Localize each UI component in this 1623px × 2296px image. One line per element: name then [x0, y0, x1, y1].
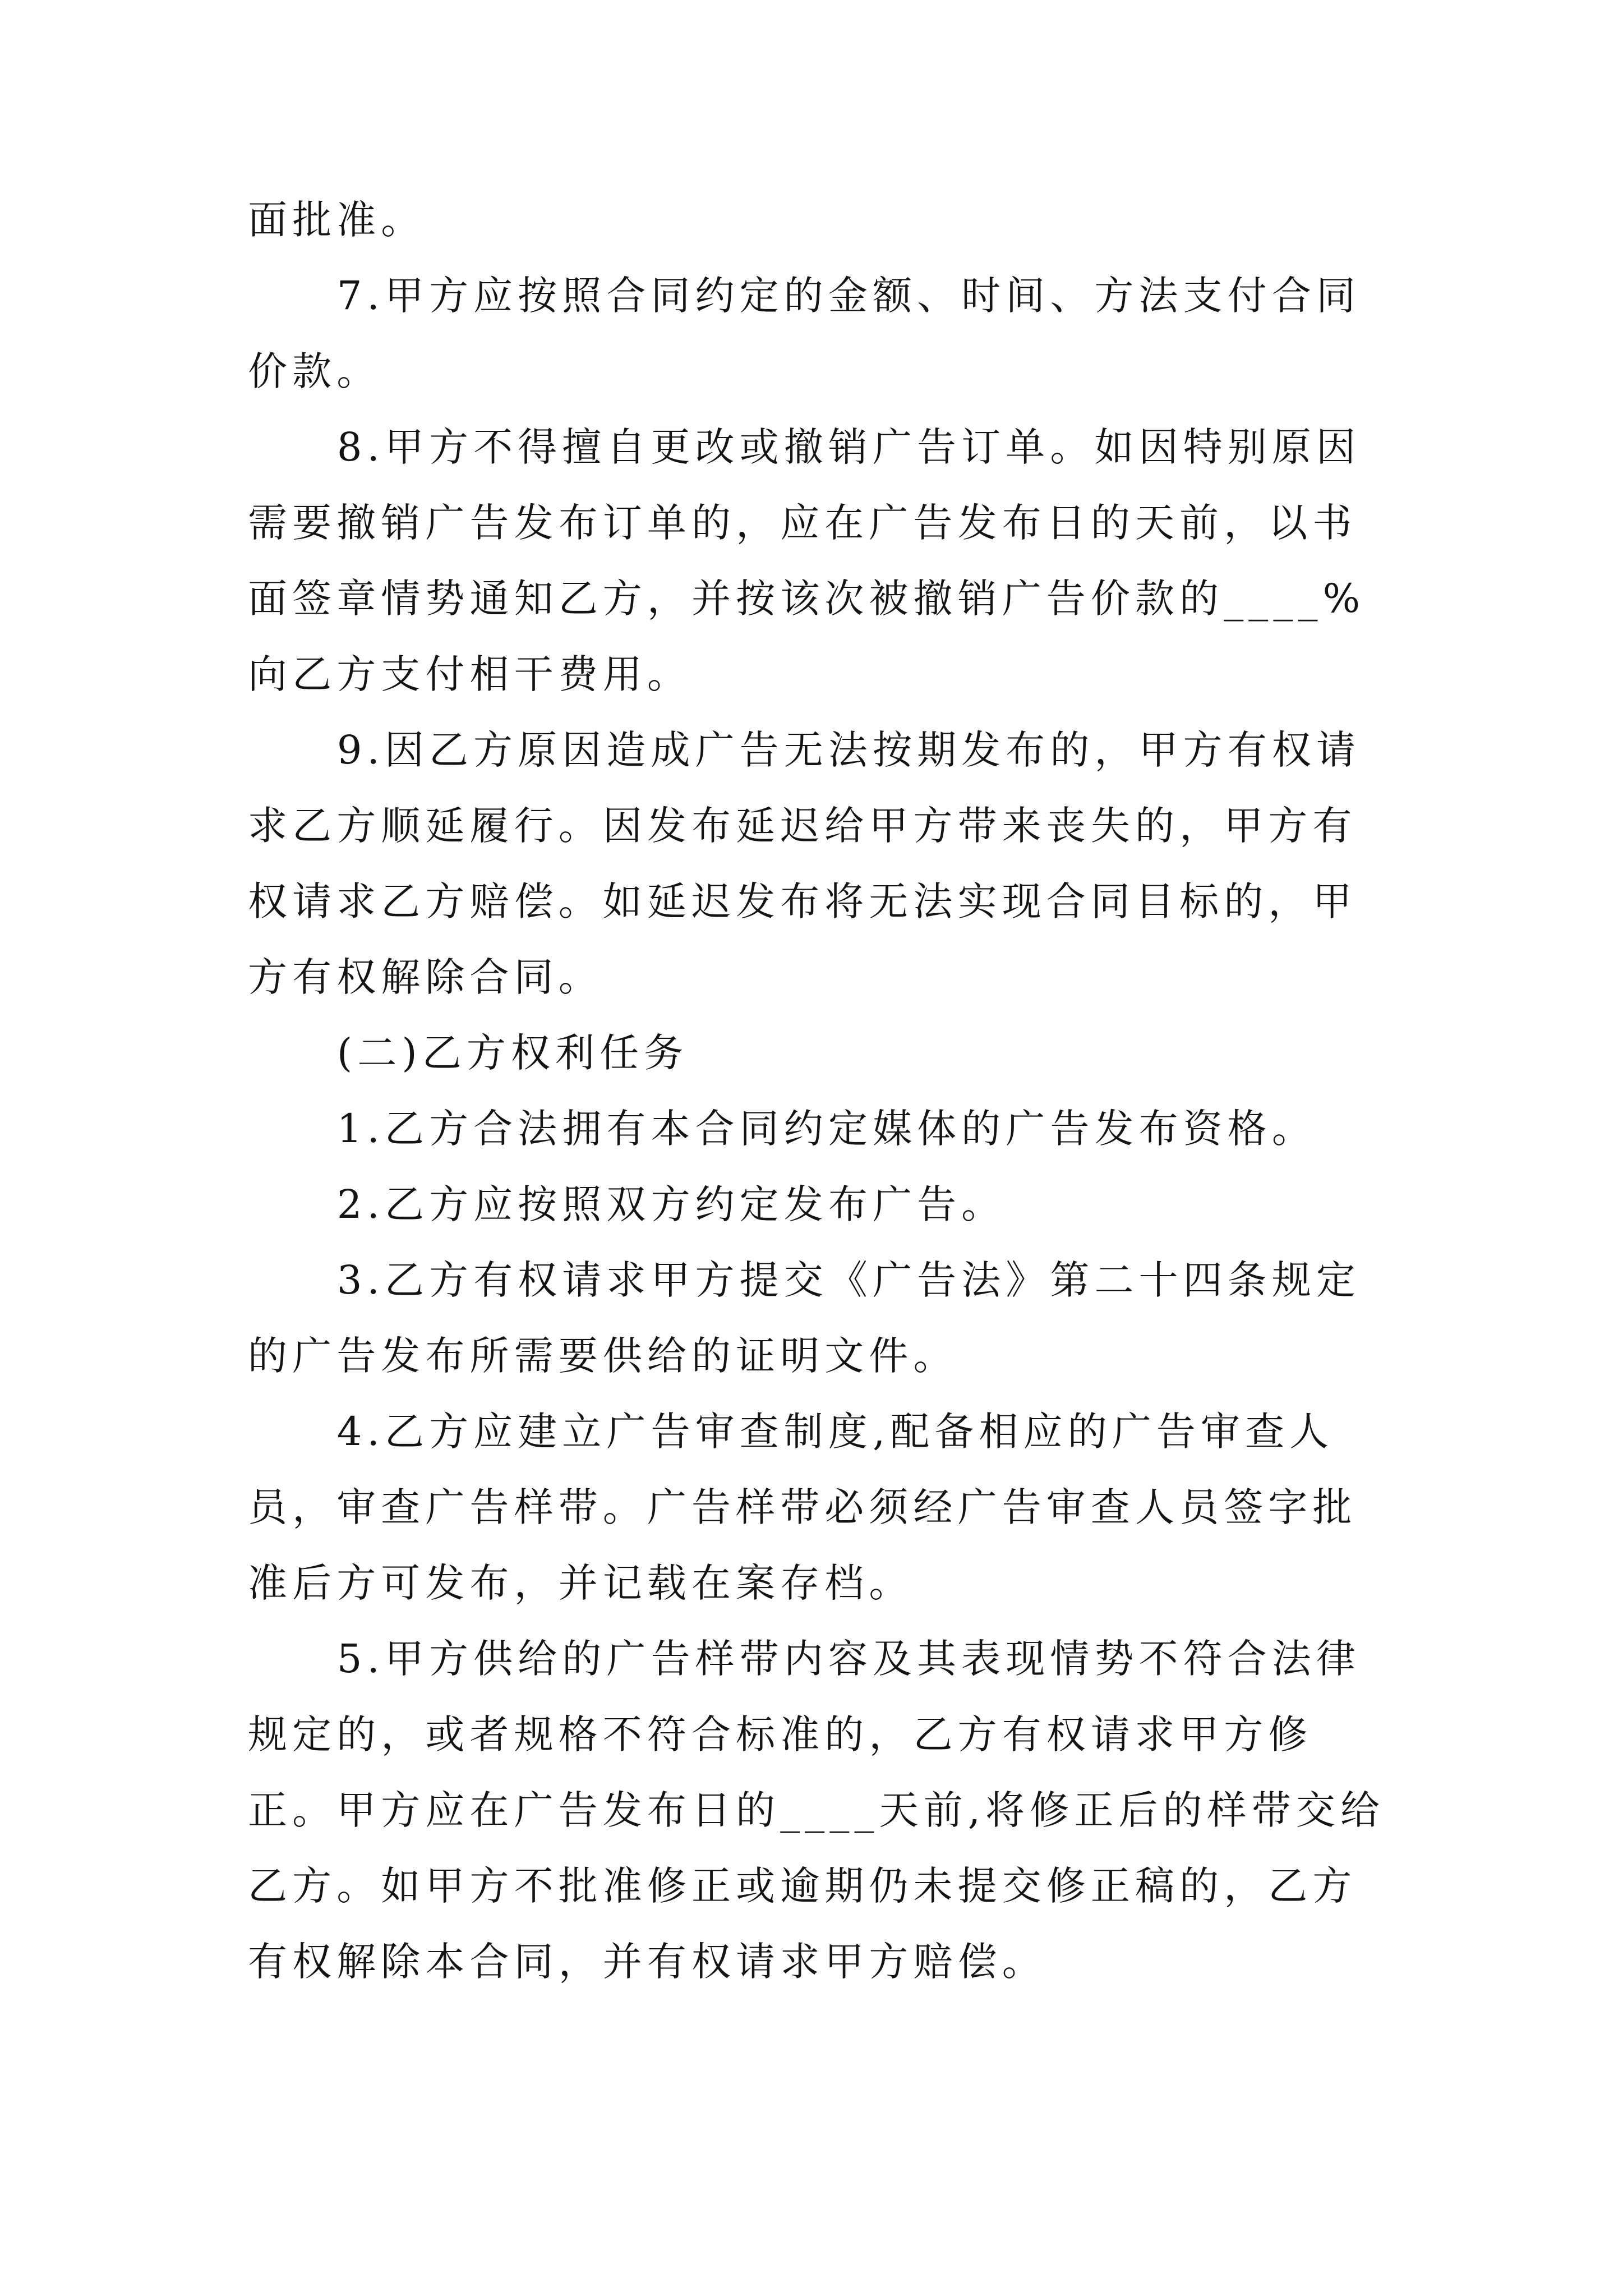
- paragraph-clause-8: 8.甲方不得擅自更改或撤销广告订单。如因特别原因需要撤销广告发布订单的，应在广告发布日的天前，以书面签章情势通知乙方，并按该次被撤销广告价款的____%向乙方支付相干费用。: [248, 424, 1366, 697]
- paragraph-b-clause-3: 3.乙方有权请求甲方提交《广告法》第二十四条规定的广告发布所需要供给的证明文件。: [248, 1257, 1361, 1379]
- section-heading-party-b: (二)乙方权利任务: [336, 1030, 689, 1076]
- paragraph-clause-7: 7.甲方应按照合同约定的金额、时间、方法支付合同价款。: [248, 273, 1361, 394]
- paragraph-b-clause-2: 2.乙方应按照双方约定发布广告。: [336, 1181, 1006, 1227]
- paragraph-b-clause-5: 5.甲方供给的广告样带内容及其表现情势不符合法律规定的，或者规格不符合标准的，乙方有权请求甲方修正。甲方应在广告发布日的____天前,将修正后的样带交给乙方。如甲方不批准修正或逾期仍未提交修正稿的，乙方有权解除本合同，并有权请求甲方赔偿。: [248, 1636, 1385, 1985]
- paragraph-b-clause-4: 4.乙方应建立广告审查制度,配备相应的广告审查人员，审查广告样带。广告样带必须经广告审查人员签字批准后方可发布，并记载在案存档。: [248, 1409, 1357, 1606]
- paragraph-b-clause-1: 1.乙方合法拥有本合同约定媒体的广告发布资格。: [336, 1106, 1316, 1152]
- paragraph-continuation: 面批准。: [248, 197, 426, 243]
- document-page: [248, 182, 1399, 2000]
- paragraph-clause-9: 9.因乙方原因造成广告无法按期发布的，甲方有权请求乙方顺延履行。因发布延迟给甲方带来丧失的，甲方有权请求乙方赔偿。如延迟发布将无法实现合同目标的，甲方有权解除合同。: [248, 727, 1361, 1000]
